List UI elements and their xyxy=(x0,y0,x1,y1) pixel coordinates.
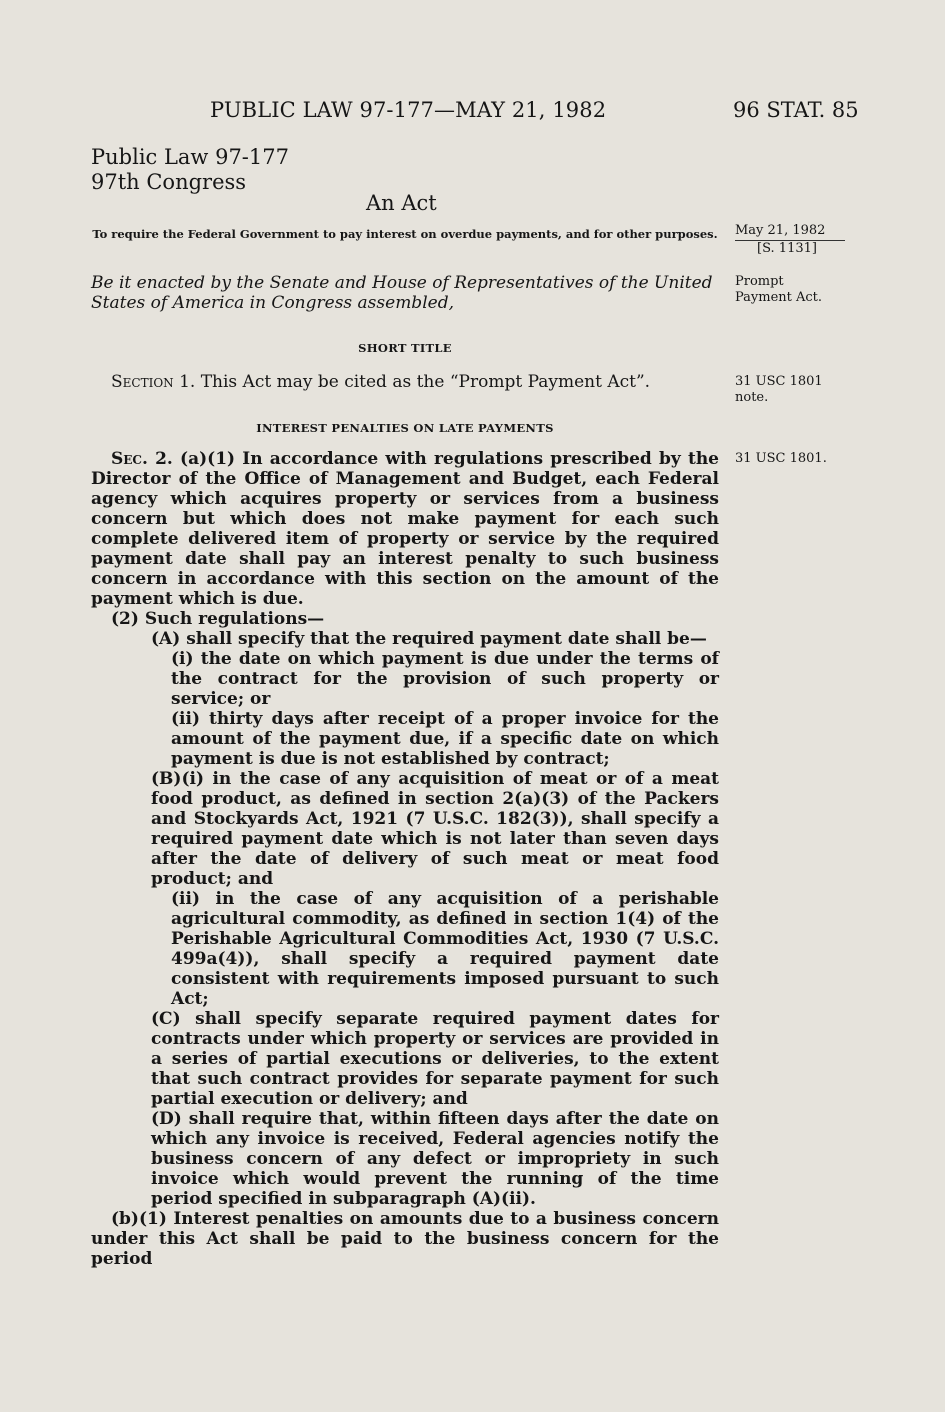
section-2-a1 xyxy=(91,449,719,609)
act-purpose: To require the Federal Government to pay interest on overdue payments, and for other purposes. xyxy=(92,227,718,241)
law-identification xyxy=(91,145,289,195)
margin-usc-note xyxy=(735,374,823,406)
section-2-a1-text: 2. (a)(1) In accordance with regulations prescribed by the Director of the Office of Management and Budget, each Federal agency which acquires property or services from a business concern but which does not make payment for each such complete delivered item of property or service by the required payment date shall pay an interest penalty to such business concern in accordance with this section on the amount of the payment which is due. xyxy=(91,449,719,609)
section-2-a2-A-ii: (ii) thirty days after receipt of a proper invoice for the amount of the payment due, if a specific date on which payment is due is not established by contract; xyxy=(171,709,719,769)
section-2-a2-B-i: (B)(i) in the case of any acquisition of meat or of a meat food product, as defined in section 2(a)(3) of the Packers and Stockyards Act, 1921 (7 U.S.C. 182(3)), shall specify a required payment date which is not later than seven days after the date of delivery of such meat or meat food product; and xyxy=(151,769,719,889)
congress-number: 97th Congress xyxy=(91,170,247,194)
margin-usc-1801: 31 USC 1801 xyxy=(735,374,823,389)
margin-usc-1801-sec2: 31 USC 1801. xyxy=(735,451,827,466)
section-2-a2-A-i-text: (i) the date on which payment is due under the terms of the contract for the provision of such property or service; or xyxy=(171,649,719,709)
section-2-a2-C: (C) shall specify separate required payment dates for contracts under which property or services are provided in a series of partial executions or deliveries, to the extent that such contract provides for separate payment for such partial execution or delivery; and xyxy=(151,1009,719,1109)
section-1-label: Section xyxy=(111,372,174,392)
heading-short-title: SHORT TITLE xyxy=(358,341,452,355)
heading-interest-penalties: INTEREST PENALTIES ON LATE PAYMENTS xyxy=(256,421,554,435)
statute-page-number: 96 STAT. 85 xyxy=(733,98,859,122)
enacting-clause: Be it enacted by the Senate and House of Representatives of the United States of America in Congress assembled, xyxy=(91,273,713,313)
section-2-a2-B-ii: (ii) in the case of any acquisition of a perishable agricultural commodity, as defined in section 1(4) of the Perishable Agricultural Commodities Act, 1930 (7 U.S.C. 499a(4)), shall specify a required payment date consistent with requirements imposed pursuant to such Act; xyxy=(171,889,719,1009)
margin-date-note xyxy=(735,223,845,257)
section-2-label: Sec. xyxy=(111,449,148,469)
section-2-a2-A: (A) shall specify that the required payment date shall be— xyxy=(151,629,707,649)
running-header-title: PUBLIC LAW 97-177—MAY 21, 1982 xyxy=(210,98,607,122)
margin-date: May 21, 1982 xyxy=(735,223,845,241)
section-1-text: 1. This Act may be cited as the “Prompt Payment Act”. xyxy=(173,372,651,392)
margin-note-label: note. xyxy=(735,390,769,405)
public-law-number: Public Law 97-177 xyxy=(91,145,289,169)
section-2-b1: (b)(1) Interest penalties on amounts due to a business concern under this Act shall be paid to the business concern for the period xyxy=(91,1209,719,1269)
section-2-a2: (2) Such regulations— xyxy=(111,609,325,629)
section-1 xyxy=(111,372,721,392)
section-2-body xyxy=(91,449,719,1269)
act-title: An Act xyxy=(366,191,437,215)
margin-bill-number: [S. 1131] xyxy=(757,241,817,256)
section-2-a2-A-i xyxy=(91,649,719,709)
margin-prompt-payment-act: Prompt Payment Act. xyxy=(735,274,823,305)
section-2-a2-D: (D) shall require that, within fifteen days after the date on which any invoice is received, Federal agencies notify the business concern of any defect or impropriety in such invoice which would prevent the running of the time period specified in subparagraph (A)(ii). xyxy=(151,1109,719,1209)
